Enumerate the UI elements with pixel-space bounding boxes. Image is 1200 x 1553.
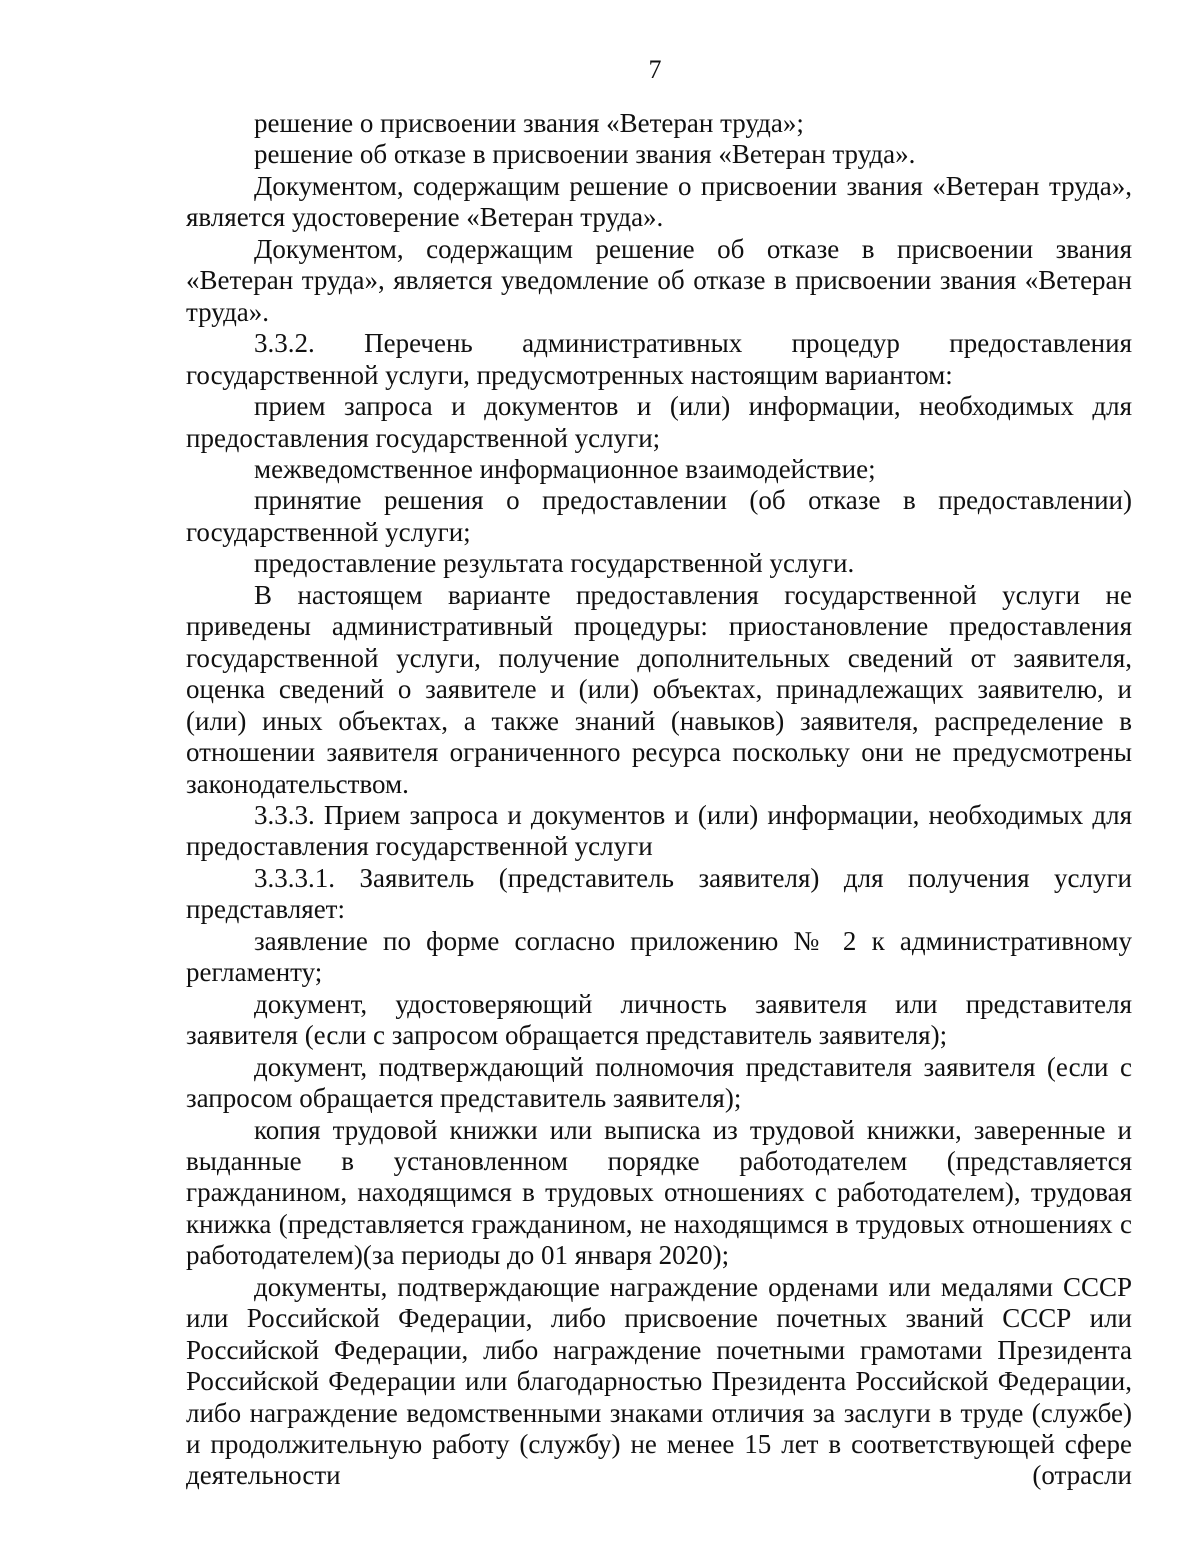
paragraph-not-included-procedures: В настоящем варианте предоставления государственной услуги не приведены административный процедуры: приостановление предоставления государственной услуги, получение дополнительных сведений от заявителя, оценка сведений о заявителе и (или) объектах, принадлежащих заявителю, и (или) иных объектах, а также знаний (навыков) заявителя, распределение в отношении заявителя ограниченного ресурса поскольку они не предусмотрены законодательством.: [186, 579, 1132, 799]
list-item-result: предоставление результата государственной услуги.: [254, 548, 855, 579]
paragraph-refusal-document: Документом, содержащим решение об отказе в присвоении звания «Ветеран труда», является уведомление об отказе в присвоении звания «Ветеран труда».: [186, 233, 1132, 327]
page-number: 7: [648, 55, 662, 84]
list-item-authority-document: документ, подтверждающий полномочия представителя заявителя (если с запросом обращается представитель заявителя);: [186, 1051, 1132, 1114]
list-item-employment-record: копия трудовой книжки или выписка из трудовой книжки, заверенные и выданные в установленном порядке работодателем (представляется гражданином, находящимся в трудовых отношениях с работодателем), трудовая книжка (представляется гражданином, не находящимся в трудовых отношениях с работодателем)(за периоды до 01 января 2020);: [186, 1114, 1132, 1271]
list-item-decision: принятие решения о предоставлении (об отказе в предоставлении) государственной услуги;: [186, 485, 1132, 547]
list-item-application: заявление по форме согласно приложению № 2 к административному регламенту;: [186, 925, 1132, 988]
list-item-request-reception: прием запроса и документов и (или) информации, необходимых для предоставления государственной услуги;: [186, 391, 1132, 453]
paragraph-3-3-2: 3.3.2. Перечень административных процедур предоставления государственной услуги, предусмотренных настоящим вариантом:: [186, 328, 1132, 390]
paragraph-grant-document: Документом, содержащим решение о присвоении звания «Ветеран труда», является удостоверение «Ветеран труда».: [186, 170, 1132, 233]
paragraph-3-3-3-1: 3.3.3.1. Заявитель (представитель заявителя) для получения услуги представляет:: [186, 862, 1132, 925]
paragraph-decision-grant: решение о присвоении звания «Ветеран труда»;: [254, 108, 804, 138]
list-item-interagency: межведомственное информационное взаимодействие;: [254, 453, 876, 484]
paragraph-3-3-3: 3.3.3. Прием запроса и документов и (или) информации, необходимых для предоставления государственной услуги: [186, 799, 1132, 862]
paragraph-decision-refusal: решение об отказе в присвоении звания «Ветеран труда».: [254, 139, 916, 170]
document-body: [186, 108, 1132, 1492]
list-item-awards-documents: документы, подтверждающие награждение орденами или медалями СССР или Российской Федерации, либо присвоение почетных званий СССР или Российской Федерации, либо награждение почетными грамотами Президента Российской Федерации или благодарностью Президента Российской Федерации, либо награждение ведомственными знаками отличия за заслуги в труде (службе) и продолжительную работу (службу) не менее 15 лет в соответствующей сфере деятельности (отрасли: [186, 1271, 1132, 1491]
list-item-identity-document: документ, удостоверяющий личность заявителя или представителя заявителя (если с запросом обращается представитель заявителя);: [186, 988, 1132, 1051]
